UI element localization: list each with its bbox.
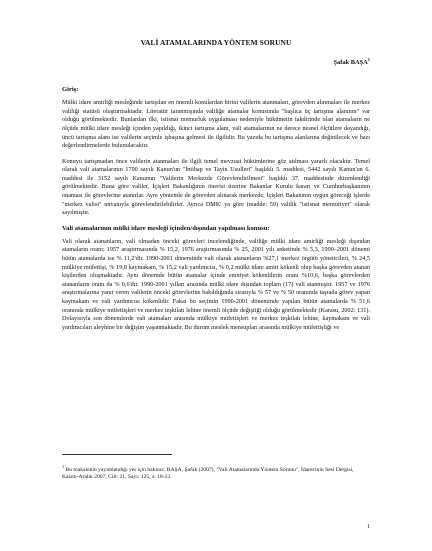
footnote-text: Bu makalenin yayımlandığı yer için bakınız: BAŞA, Şafak (2007), "Vali Atamalarında Yöntem Sorunu", İdarecinin Sesi Dergisi, Kasım-Aralık 2007, Cilt: 21, Sayı: 125, s: 18-23.: [62, 466, 354, 481]
footnote-marker: 1: [62, 464, 65, 469]
footnote: [62, 463, 370, 482]
page-number: 1: [367, 524, 370, 530]
document-title: VALİ ATAMALARINDA YÖNTEM SORUNU: [140, 38, 292, 47]
section-heading-intro: Giriş:: [62, 86, 79, 94]
paragraph-3: Vali olarak atananların, vali olmadan önceki görevleri incelendiğinde, valiliğe mülki idare amirliği mesleği dışından atamaların oranı; 1957 araştırmasında % 15,2, 1976 araştırmasında % 25, 2001 yılı anketinde % 5,3, 1990–2001 dönemi bütün atamalarda ise % 11,2'dir. 1990-2001 döneminde vali olarak atananların %27,1 merkez örgütü yöneticileri, % 24,5 mülkiye müfettişi, % 19,8 kaymakam, % 15,2 vali yardımcısı, % 0,2 mülki idare amiri kökenli olup başka görevden atanan kişilerden oluşmaktadır. Aynı dönemde bütün atamalar içinde emniyet kökenlilerin oranı %10,6, başka görevlerden atananların oranı da % 0,6'dır. 1990-2001 yılları arasında mülki idare dışından toplam (17) vali atanmıştır. 1957 ve 1976 araştırmalarına yanıt veren valilerin önceki görevlerine bakıldığında sırasıyla % 57 ve % 50 oranında taşrada görev yapan kaymakam ve vali yardımcısı kökenlidir. Fakat bu seçimin 1990-2001 döneminde yapılan bütün atamalarda % 51,6 oranında mülkiye müfettişleri ve merkez teşkilatı lehine önemli ölçüde değiştiği olduğu görülmektedir (Karasu, 2002: 131). Dolayısıyla son dönemlerde vali atamaları arasında mülkiye müfettişleri ve merkez teşkilatı lehine, kaymakam ve vali yardımcıları aleyhine bir değişim yaşanmaktadır. Bu durum meslek mensupları arasında mülkiye müfettişliği ve: [62, 237, 370, 331]
author-footnote-marker: 1: [367, 57, 370, 62]
author-name: Şafak BAŞA: [333, 59, 368, 67]
author-line: [62, 57, 370, 66]
paragraph-1: Mülki idare amirliği mesleğinde tartışılan en önemli konulardan birini valilerin atanmaları, görevden alınmaları ile merkez valiliği statüsü oluşturmaktadır. Literatür taranmışında valiliğe atamalar konusunda "başlıca üç tartışma alanının" var olduğu görülmektedir. Bunlardan ilki, istisnai memurluk uygulaması nedeniyle hükümetin takdirinde olan atamaların ne ölçüde mülki idare mesleği içinden yapıldığı, ikinci tartışma alanı, vali atamalarının ne derece nesnel ölçütlere dayandığı, üncü tartışma alanı ise valilerin seçimle işbaşına gelmesi ile ilgilidir. Bu yazıda bu tartışma alanlarına değinilecek ve bazı değerlendirmelerde bulunulacaktır.: [62, 99, 370, 150]
footnote-separator: [62, 454, 172, 455]
section-heading-appointments: Vali atamalarının mülki idare mesleği içinden/dışından yapılması konusu:: [62, 224, 270, 232]
paragraph-2: Konuyu tartışmadan önce valilerin atanmaları ile ilgili temel mevzuat hükümlerine göz atılması yararlı olacaktır. Temel olarak vali atamalarının 1700 sayılı Kanun'un "İntihap ve Tayin Usulleri" başlıklı 5. maddesi, 5442 sayılı Kanun'un 6. maddesi ile 3152 sayılı Kanunun "Valilerin Merkezde Görevlendirilmesi" başlıklı 37. maddesinde düzenlendiği görülmektedir. Buna göre valiler, İçişleri Bakanlığının önerisi üzerine Bakanlar Kurulu kararı ve Cumhurbaşkanının onaması ile görevlerine atanırlar. Aynı yöntemle de görevden alınarak merkezde, İçişleri Bakanının uygun göreceği işlerde "merkez valisi" unvanıyla görevlendirilebilirler. Ayrıca DMK' ya göre (madde: 59) valilik "istisnai memuriyet" olarak sayılmıştır.: [62, 157, 370, 217]
